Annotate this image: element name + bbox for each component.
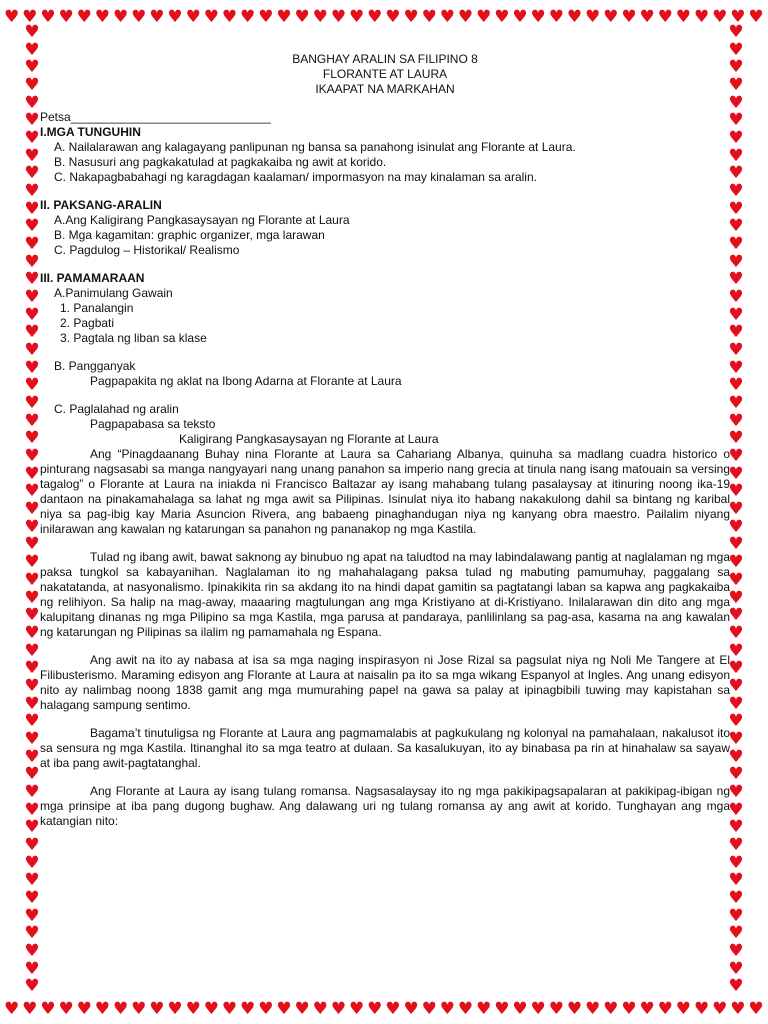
heart-icon: ♥ xyxy=(24,375,40,396)
heart-icon: ♥ xyxy=(728,393,744,414)
heart-icon: ♥ xyxy=(24,92,40,113)
reading-title: Kaligirang Pangkasaysayan ng Florante at Laura xyxy=(179,432,439,446)
heart-icon: ♥ xyxy=(22,6,38,27)
heart-icon: ♥ xyxy=(728,976,744,997)
heart-icon: ♥ xyxy=(548,6,564,27)
section-2-title: II. PAKSANG-ARALIN xyxy=(40,198,162,212)
heart-icon: ♥ xyxy=(258,998,274,1019)
heart-icon: ♥ xyxy=(40,998,56,1019)
heart-icon: ♥ xyxy=(221,998,238,1019)
heart-icon: ♥ xyxy=(203,998,219,1019)
heart-icon: ♥ xyxy=(24,287,40,308)
heart-icon: ♥ xyxy=(58,998,74,1019)
heart-icon: ♥ xyxy=(675,6,692,27)
heart-icon: ♥ xyxy=(24,870,40,891)
heart-icon: ♥ xyxy=(728,428,744,449)
list-item: A.Ang Kaligirang Pangkasaysayan ng Florante at Laura xyxy=(54,213,350,227)
heart-icon: ♥ xyxy=(24,251,40,272)
heart-icon: ♥ xyxy=(4,998,20,1019)
heart-icon: ♥ xyxy=(530,998,546,1019)
heart-icon: ♥ xyxy=(476,6,492,27)
doc-title: BANGHAY ARALIN SA FILIPINO 8 xyxy=(292,52,478,66)
heart-icon: ♥ xyxy=(728,746,744,767)
heart-icon: ♥ xyxy=(548,998,564,1019)
heart-icon: ♥ xyxy=(24,110,40,131)
heart-icon: ♥ xyxy=(728,22,744,42)
heart-icon: ♥ xyxy=(728,905,744,926)
heart-icon: ♥ xyxy=(403,6,419,27)
heart-icon: ♥ xyxy=(566,998,583,1019)
heart-icon: ♥ xyxy=(294,6,310,27)
heart-icon: ♥ xyxy=(24,481,40,502)
heart-icon: ♥ xyxy=(24,569,40,590)
heart-icon: ♥ xyxy=(58,6,74,27)
heart-icon: ♥ xyxy=(348,6,365,27)
heart-icon: ♥ xyxy=(240,998,256,1019)
list-item: C. Nakapagbabahagi ng karagdagan kaalaman/ impormasyon na may kinalaman sa aralin. xyxy=(54,170,537,184)
heart-icon: ♥ xyxy=(494,998,510,1019)
heart-icon: ♥ xyxy=(728,781,744,802)
heart-icon: ♥ xyxy=(24,322,40,343)
heart-icon: ♥ xyxy=(22,998,38,1019)
heart-icon: ♥ xyxy=(24,516,40,537)
heart-icon: ♥ xyxy=(203,6,219,27)
heart-border-left xyxy=(23,24,41,996)
heart-icon: ♥ xyxy=(728,693,744,714)
heart-icon: ♥ xyxy=(24,428,40,449)
heart-icon: ♥ xyxy=(530,6,546,27)
heart-icon: ♥ xyxy=(24,410,40,431)
heart-icon: ♥ xyxy=(240,6,256,27)
heart-icon: ♥ xyxy=(24,711,40,732)
heart-icon: ♥ xyxy=(457,998,474,1019)
heart-icon: ♥ xyxy=(728,516,744,537)
heart-icon: ♥ xyxy=(24,658,40,679)
heart-icon: ♥ xyxy=(24,75,40,96)
heart-icon: ♥ xyxy=(728,569,744,590)
heart-icon: ♥ xyxy=(728,234,744,255)
heart-icon: ♥ xyxy=(693,998,710,1019)
heart-icon: ♥ xyxy=(24,552,40,573)
heart-icon: ♥ xyxy=(276,6,292,27)
heart-icon: ♥ xyxy=(494,6,510,27)
heart-icon: ♥ xyxy=(728,92,744,113)
heart-icon: ♥ xyxy=(24,534,40,555)
subsection-c-text: Pagpapabasa sa teksto xyxy=(90,417,216,431)
heart-icon: ♥ xyxy=(657,998,673,1019)
heart-icon: ♥ xyxy=(657,6,673,27)
heart-icon: ♥ xyxy=(728,375,744,396)
heart-icon: ♥ xyxy=(24,234,40,255)
heart-icon: ♥ xyxy=(24,145,40,166)
heart-icon: ♥ xyxy=(728,552,744,573)
heart-icon: ♥ xyxy=(348,998,365,1019)
heart-icon: ♥ xyxy=(603,998,619,1019)
heart-icon: ♥ xyxy=(728,870,744,891)
heart-border-bottom xyxy=(4,1000,764,1018)
heart-icon: ♥ xyxy=(24,57,40,78)
heart-icon: ♥ xyxy=(728,640,744,661)
heart-icon: ♥ xyxy=(728,216,744,237)
list-item: 3. Pagtala ng liban sa klase xyxy=(60,331,207,345)
doc-quarter: IKAAPAT NA MARKAHAN xyxy=(315,82,455,96)
heart-icon: ♥ xyxy=(24,764,40,785)
heart-icon: ♥ xyxy=(728,287,744,308)
heart-icon: ♥ xyxy=(728,605,744,626)
heart-icon: ♥ xyxy=(131,998,147,1019)
heart-icon: ♥ xyxy=(24,976,40,997)
heart-icon: ♥ xyxy=(728,145,744,166)
section-3-title: III. PAMAMARAAN xyxy=(40,271,145,285)
heart-icon: ♥ xyxy=(675,998,692,1019)
heart-icon: ♥ xyxy=(421,6,437,27)
heart-border-top xyxy=(4,8,764,26)
heart-icon: ♥ xyxy=(439,6,455,27)
heart-icon: ♥ xyxy=(24,340,40,361)
heart-icon: ♥ xyxy=(76,998,92,1019)
heart-icon: ♥ xyxy=(728,711,744,732)
heart-icon: ♥ xyxy=(24,393,40,414)
heart-icon: ♥ xyxy=(730,6,746,27)
heart-icon: ♥ xyxy=(728,675,744,696)
heart-icon: ♥ xyxy=(621,6,637,27)
heart-icon: ♥ xyxy=(728,163,744,184)
heart-icon: ♥ xyxy=(24,693,40,714)
heart-icon: ♥ xyxy=(385,6,401,27)
subsection-b: B. Pangganyak xyxy=(54,359,136,373)
heart-icon: ♥ xyxy=(728,128,744,149)
heart-icon: ♥ xyxy=(24,923,40,944)
heart-icon: ♥ xyxy=(728,181,744,202)
heart-icon: ♥ xyxy=(728,923,744,944)
heart-icon: ♥ xyxy=(728,269,744,290)
heart-icon: ♥ xyxy=(728,410,744,431)
heart-icon: ♥ xyxy=(24,834,40,855)
list-item: 1. Panalangin xyxy=(60,301,134,315)
heart-icon: ♥ xyxy=(728,658,744,679)
heart-icon: ♥ xyxy=(185,6,201,27)
heart-icon: ♥ xyxy=(24,39,40,60)
paragraph-2: Tulad ng ibang awit, bawat saknong ay binubuo ng apat na taludtod na may labindalawang pantig at naglalaman ng mga paksa tungkol sa kabayanihan. Naglalaman ito ng mahahalagang paksa tulad ng mabuting pamumuhay, paggalang sa nakatatanda, at nasyonalismo. Ipinakikita rin sa akdang ito na hindi dapat gamitin sa pagtatangi laban sa kapwa ang pagkakaiba ng relihiyon. Sa halip na mag-away, maaaring magtulungan ang mga Kristiyano at di-Kristiyano. Inilalarawan din dito ang mga kalupitang dinanas ng mga Pilipino sa mga Kastila, mga parusa at pandaraya, panlilinlang sa pag-asa, kasama na ang kawalan ng katarungan ng Pilipinas sa ilalim ng pamamahala ng Espana. xyxy=(40,550,731,639)
heart-icon: ♥ xyxy=(24,304,40,325)
heart-icon: ♥ xyxy=(728,57,744,78)
heart-icon: ♥ xyxy=(728,622,744,643)
heart-icon: ♥ xyxy=(728,110,744,131)
heart-icon: ♥ xyxy=(439,998,455,1019)
heart-icon: ♥ xyxy=(728,198,744,219)
heart-icon: ♥ xyxy=(728,728,744,749)
heart-icon: ♥ xyxy=(94,998,111,1019)
heart-icon: ♥ xyxy=(4,6,20,27)
heart-icon: ♥ xyxy=(728,304,744,325)
heart-icon: ♥ xyxy=(476,998,492,1019)
heart-icon: ♥ xyxy=(221,6,238,27)
heart-icon: ♥ xyxy=(185,998,201,1019)
heart-icon: ♥ xyxy=(728,499,744,520)
heart-icon: ♥ xyxy=(112,998,129,1019)
list-item: 2. Pagbati xyxy=(60,316,115,330)
heart-icon: ♥ xyxy=(94,6,111,27)
heart-icon: ♥ xyxy=(728,587,744,608)
heart-icon: ♥ xyxy=(639,6,655,27)
heart-icon: ♥ xyxy=(24,958,40,979)
heart-icon: ♥ xyxy=(621,998,637,1019)
heart-icon: ♥ xyxy=(403,998,419,1019)
heart-icon: ♥ xyxy=(385,998,401,1019)
heart-icon: ♥ xyxy=(24,799,40,820)
heart-icon: ♥ xyxy=(367,998,383,1019)
heart-icon: ♥ xyxy=(24,216,40,237)
heart-icon: ♥ xyxy=(24,198,40,219)
heart-icon: ♥ xyxy=(131,6,147,27)
heart-icon: ♥ xyxy=(712,6,728,27)
heart-icon: ♥ xyxy=(24,128,40,149)
heart-icon: ♥ xyxy=(712,998,728,1019)
paragraph-4: Bagama’t tinutuligsa ng Florante at Laura ang pagmamalabis at pagkukulang ng kolonyal na pamahalaan, nakalusot ito sa sensura ng mga Kastila. Itinanghal ito sa mga teatro at dulaan. Sa kasalukuyan, ito ay binabasa pa rin at hinahalaw sa sayaw at iba pang awit-pagtatanghal. xyxy=(40,726,730,770)
heart-icon: ♥ xyxy=(728,817,744,838)
heart-icon: ♥ xyxy=(512,998,528,1019)
heart-icon: ♥ xyxy=(728,534,744,555)
heart-icon: ♥ xyxy=(728,322,744,343)
section-1-title: I.MGA TUNGUHIN xyxy=(40,125,141,139)
list-item: A. Nailalarawan ang kalagayang panlipunan ng bansa sa panahong isinulat ang Florante at Laura. xyxy=(54,140,576,154)
subsection-c: C. Paglalahad ng aralin xyxy=(54,402,179,416)
date-field: Petsa______________________________ xyxy=(40,110,271,124)
heart-icon: ♥ xyxy=(24,940,40,961)
heart-icon: ♥ xyxy=(728,834,744,855)
heart-icon: ♥ xyxy=(24,163,40,184)
paragraph-3: Ang awit na ito ay nabasa at isa sa mga naging inspirasyon ni Jose Rizal sa pagsulat niya ng Noli Me Tangere at El Filibusterismo. Maraming edisyon ang Florante at Laura at naisalin pa ito sa mga wikang Espanyol at Ingles. Ang unang edisyon nito ay nalimbag noong 1838 gamit ang mga mumurahing papel na gawa sa palay at ipinagbibili tuwing may kapistahan sa halagang sampung sentimo. xyxy=(40,653,730,712)
heart-icon: ♥ xyxy=(585,998,601,1019)
heart-icon: ♥ xyxy=(167,998,183,1019)
subsection-b-text: Pagpapakita ng aklat na Ibong Adarna at Florante at Laura xyxy=(90,374,402,388)
heart-icon: ♥ xyxy=(566,6,583,27)
heart-icon: ♥ xyxy=(24,22,40,42)
heart-icon: ♥ xyxy=(728,481,744,502)
heart-icon: ♥ xyxy=(24,781,40,802)
heart-icon: ♥ xyxy=(512,6,528,27)
heart-icon: ♥ xyxy=(24,463,40,484)
heart-icon: ♥ xyxy=(24,269,40,290)
heart-icon: ♥ xyxy=(24,817,40,838)
heart-icon: ♥ xyxy=(728,799,744,820)
heart-icon: ♥ xyxy=(730,998,746,1019)
subsection-a: A.Panimulang Gawain xyxy=(54,286,173,300)
heart-icon: ♥ xyxy=(149,6,165,27)
heart-icon: ♥ xyxy=(312,6,328,27)
heart-icon: ♥ xyxy=(728,357,744,378)
heart-icon: ♥ xyxy=(728,887,744,908)
heart-icon: ♥ xyxy=(748,6,764,27)
heart-icon: ♥ xyxy=(24,728,40,749)
heart-icon: ♥ xyxy=(24,640,40,661)
heart-icon: ♥ xyxy=(24,675,40,696)
heart-icon: ♥ xyxy=(149,998,165,1019)
heart-icon: ♥ xyxy=(24,499,40,520)
heart-icon: ♥ xyxy=(276,998,292,1019)
heart-icon: ♥ xyxy=(24,746,40,767)
list-item: B. Mga kagamitan: graphic organizer, mga larawan xyxy=(54,228,325,242)
heart-icon: ♥ xyxy=(24,622,40,643)
heart-icon: ♥ xyxy=(330,998,347,1019)
heart-icon: ♥ xyxy=(76,6,92,27)
paragraph-5: Ang Florante at Laura ay isang tulang romansa. Nagsasalaysay ito ng mga pakikipagsapalaran at pakikipag-ibigan ng mga prinsipe at iba pang dugong bughaw. Ang dalawang uri ng tulang romansa ay ang awit at korido. Tunghayan ang mga katangian nito: xyxy=(40,784,730,828)
lesson-plan-page xyxy=(40,52,730,829)
heart-icon: ♥ xyxy=(24,181,40,202)
heart-icon: ♥ xyxy=(294,998,310,1019)
heart-icon: ♥ xyxy=(330,6,347,27)
heart-icon: ♥ xyxy=(24,887,40,908)
heart-icon: ♥ xyxy=(728,852,744,873)
heart-icon: ♥ xyxy=(693,6,710,27)
heart-icon: ♥ xyxy=(457,6,474,27)
heart-icon: ♥ xyxy=(24,852,40,873)
heart-icon: ♥ xyxy=(728,764,744,785)
list-item: B. Nasusuri ang pagkakatulad at pagkakaiba ng awit at korido. xyxy=(54,155,387,169)
heart-icon: ♥ xyxy=(603,6,619,27)
heart-icon: ♥ xyxy=(728,446,744,467)
heart-icon: ♥ xyxy=(728,39,744,60)
heart-icon: ♥ xyxy=(24,905,40,926)
heart-icon: ♥ xyxy=(728,463,744,484)
heart-icon: ♥ xyxy=(112,6,129,27)
heart-icon: ♥ xyxy=(748,998,764,1019)
heart-icon: ♥ xyxy=(24,357,40,378)
heart-icon: ♥ xyxy=(312,998,328,1019)
heart-icon: ♥ xyxy=(728,958,744,979)
heart-icon: ♥ xyxy=(585,6,601,27)
heart-icon: ♥ xyxy=(367,6,383,27)
heart-icon: ♥ xyxy=(728,75,744,96)
heart-icon: ♥ xyxy=(728,340,744,361)
paragraph-1: Ang “Pinagdaanang Buhay nina Florante at Laura sa Cahariang Albanya, quinuha sa madlang cuadra historico o pinturang nagsasabi sa manga nangyayari nang unang panahon sa imperio nang grecia at tinula nang isang matouain sa versing tagalog” o Florante at Laura na iniakda ni Francisco Baltazar ay isang mahabang tulang pasalaysay at itinuring noong ika-19 dantaon na pinakamahalaga sa lahat ng mga awit sa Pilipinas. Isinulat niya ito habang nakakulong dahil sa bintang ng karibal niya sa pag-ibig kay Maria Asuncion Rivera, ang babaeng pinaghandugan niya ng kanyang obra maestro. Pailalim niyang inilarawan ang kawalan ng katarungan sa panahon ng pananakop ng mga Kastila. xyxy=(40,447,730,536)
heart-icon: ♥ xyxy=(24,605,40,626)
heart-icon: ♥ xyxy=(24,446,40,467)
heart-icon: ♥ xyxy=(639,998,655,1019)
heart-icon: ♥ xyxy=(421,998,437,1019)
doc-subtitle: FLORANTE AT LAURA xyxy=(322,67,448,81)
heart-icon: ♥ xyxy=(24,587,40,608)
heart-icon: ♥ xyxy=(40,6,56,27)
heart-icon: ♥ xyxy=(728,940,744,961)
heart-icon: ♥ xyxy=(728,251,744,272)
heart-icon: ♥ xyxy=(258,6,274,27)
list-item: C. Pagdulog – Historikal/ Realismo xyxy=(54,243,240,257)
heart-icon: ♥ xyxy=(167,6,183,27)
